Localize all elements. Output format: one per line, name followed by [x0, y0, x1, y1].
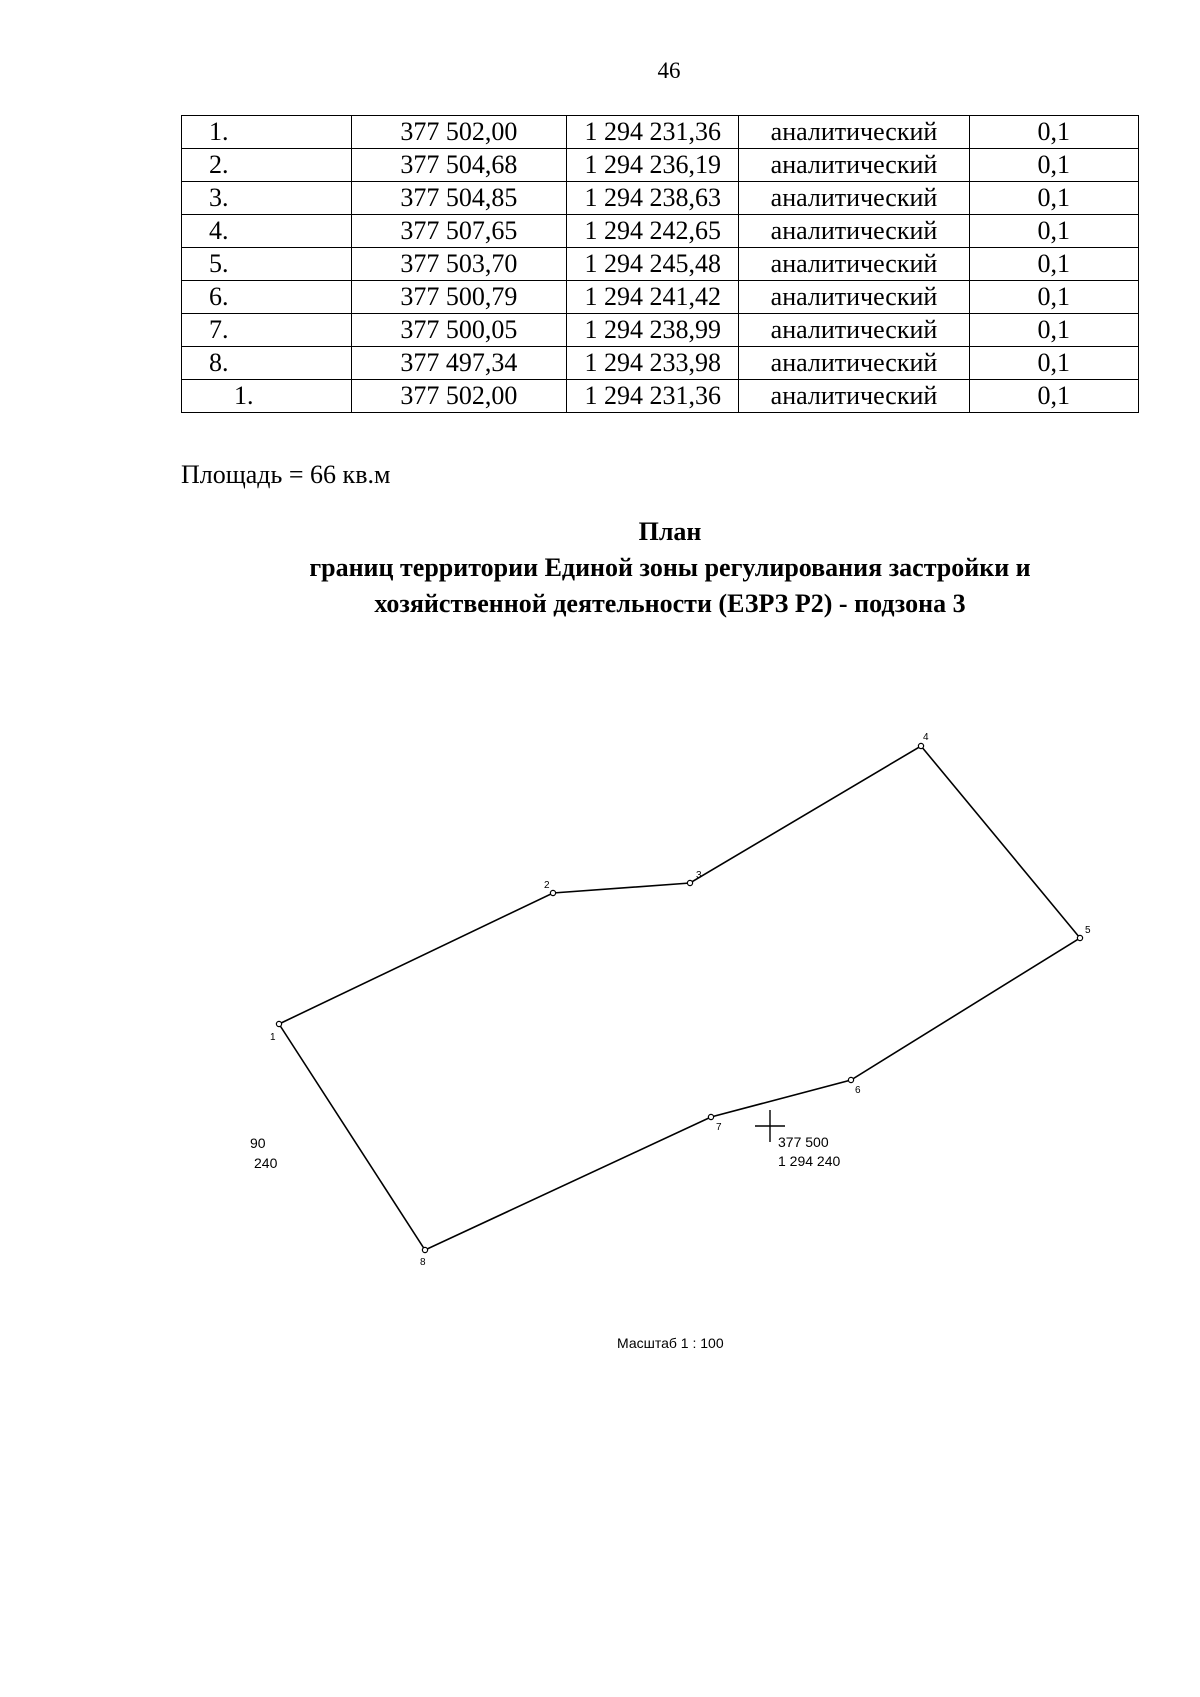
point-number-cell: 4. [182, 215, 352, 248]
x-coordinate-cell: 377 507,65 [351, 215, 567, 248]
accuracy-cell: 0,1 [969, 149, 1138, 182]
y-coordinate-cell: 1 294 241,42 [567, 281, 739, 314]
method-cell: аналитический [739, 215, 969, 248]
scale-label: Масштаб 1 : 100 [617, 1335, 724, 1351]
vertex-label-1: 1 [270, 1032, 276, 1043]
vertex-1 [276, 1021, 281, 1026]
y-coordinate-cell: 1 294 231,36 [567, 380, 739, 413]
boundary-vertices [276, 743, 1082, 1252]
y-coordinate-cell: 1 294 238,99 [567, 314, 739, 347]
vertex-label-2: 2 [544, 880, 550, 891]
accuracy-cell: 0,1 [969, 215, 1138, 248]
x-coordinate-cell: 377 504,85 [351, 182, 567, 215]
y-coordinate-cell: 1 294 233,98 [567, 347, 739, 380]
method-cell: аналитический [739, 347, 969, 380]
point-number-cell: 5. [182, 248, 352, 281]
method-cell: аналитический [739, 380, 969, 413]
vertex-6 [848, 1077, 853, 1082]
vertex-3 [687, 880, 692, 885]
x-coordinate-cell: 377 504,68 [351, 149, 567, 182]
grid-marker-left-line-2: 240 [254, 1155, 278, 1171]
x-coordinate-cell: 377 500,79 [351, 281, 567, 314]
vertex-label-7: 7 [716, 1122, 722, 1133]
method-cell: аналитический [739, 314, 969, 347]
point-number-cell: 1. [182, 380, 352, 413]
y-coordinate-cell: 1 294 238,63 [567, 182, 739, 215]
x-coordinate-cell: 377 502,00 [351, 116, 567, 149]
accuracy-cell: 0,1 [969, 116, 1138, 149]
cross-marker-label-line-2: 1 294 240 [778, 1153, 841, 1169]
point-number-cell: 1. [182, 116, 352, 149]
vertex-label-4: 4 [923, 732, 929, 743]
grid-marker-left-line-1: 90 [250, 1135, 266, 1151]
y-coordinate-cell: 1 294 245,48 [567, 248, 739, 281]
point-number-cell: 2. [182, 149, 352, 182]
method-cell: аналитический [739, 149, 969, 182]
vertex-8 [422, 1247, 427, 1252]
accuracy-cell: 0,1 [969, 314, 1138, 347]
vertex-7 [708, 1114, 713, 1119]
vertex-5 [1077, 935, 1082, 940]
point-number-cell: 3. [182, 182, 352, 215]
accuracy-cell: 0,1 [969, 380, 1138, 413]
plan-title-line-2: границ территории Единой зоны регулирования застройки и [309, 553, 1031, 582]
vertex-label-3: 3 [696, 870, 702, 881]
page-number: 46 [657, 58, 681, 83]
x-coordinate-cell: 377 500,05 [351, 314, 567, 347]
boundary-polygon [279, 746, 1080, 1250]
y-coordinate-cell: 1 294 231,36 [567, 116, 739, 149]
vertex-4 [918, 743, 923, 748]
method-cell: аналитический [739, 182, 969, 215]
accuracy-cell: 0,1 [969, 281, 1138, 314]
plan-title-line-1: План [638, 517, 702, 546]
vertex-label-5: 5 [1085, 925, 1091, 936]
vertex-2 [550, 890, 555, 895]
point-number-cell: 6. [182, 281, 352, 314]
y-coordinate-cell: 1 294 236,19 [567, 149, 739, 182]
area-text: Площадь = 66 кв.м [181, 460, 391, 489]
plan-title-line-3: хозяйственной деятельности (ЕЗРЗ Р2) - подзона 3 [374, 589, 966, 618]
x-coordinate-cell: 377 497,34 [351, 347, 567, 380]
x-coordinate-cell: 377 502,00 [351, 380, 567, 413]
vertex-label-6: 6 [855, 1085, 861, 1096]
method-cell: аналитический [739, 116, 969, 149]
accuracy-cell: 0,1 [969, 248, 1138, 281]
y-coordinate-cell: 1 294 242,65 [567, 215, 739, 248]
vertex-label-8: 8 [420, 1257, 426, 1268]
accuracy-cell: 0,1 [969, 347, 1138, 380]
accuracy-cell: 0,1 [969, 182, 1138, 215]
method-cell: аналитический [739, 248, 969, 281]
method-cell: аналитический [739, 281, 969, 314]
cross-marker-label-line-1: 377 500 [778, 1134, 829, 1150]
point-number-cell: 7. [182, 314, 352, 347]
point-number-cell: 8. [182, 347, 352, 380]
x-coordinate-cell: 377 503,70 [351, 248, 567, 281]
